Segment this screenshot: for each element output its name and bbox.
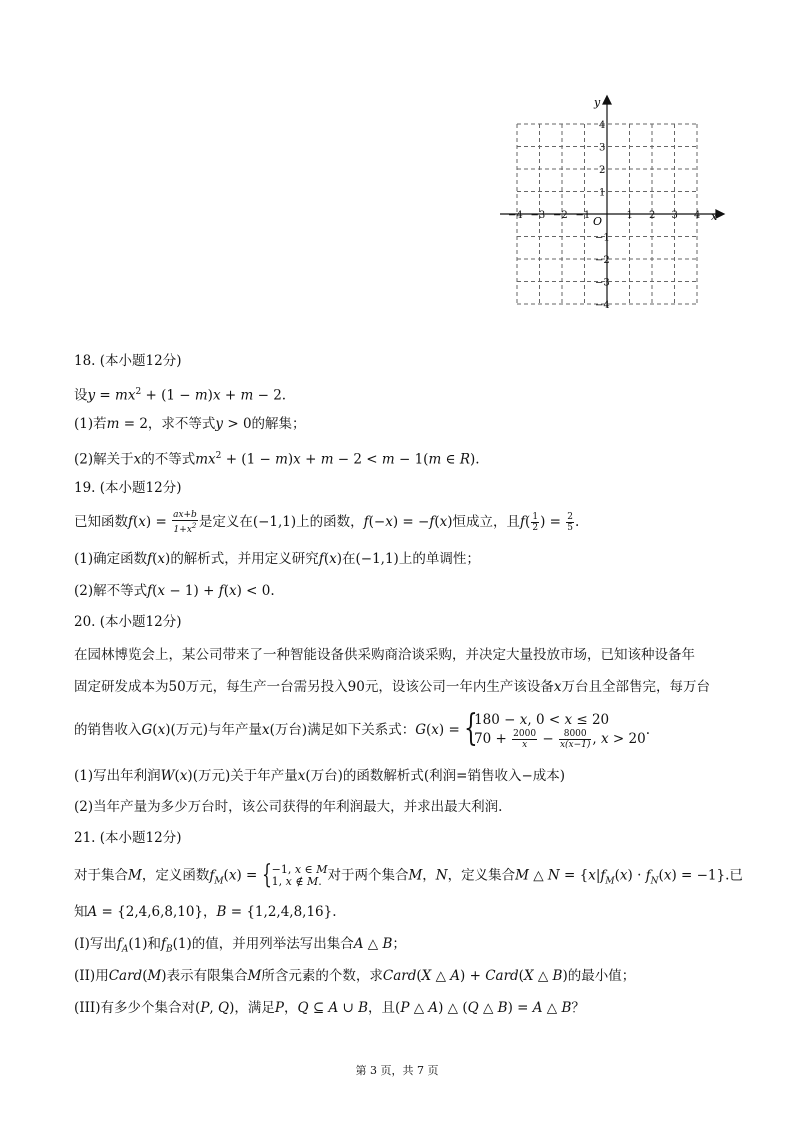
x-tick-label: 2 <box>649 210 656 221</box>
y-tick-label: −3 <box>595 277 610 289</box>
q20-text1: 在园林博览会上，某公司带来了一种智能设备供采购商洽谈采购，并决定大量投放市场，已知该种设备年 <box>74 647 695 663</box>
page-footer: 第 3 页，共 7 页 <box>355 1064 439 1077</box>
x-tick-label: −3 <box>530 210 546 221</box>
x-tick-label: −4 <box>508 210 523 221</box>
q19-intro: 已知函数f(x) = $\frac{ax+b}{1+x^2}$ 是定义在(−1,1)上的函数，f(−x) = −f(x)恒成立，且f( $\frac{1}{2}$ ) = $\frac{2}{5}$ . <box>74 510 580 535</box>
x-axis-label: x <box>711 210 718 223</box>
coordinate-grid <box>496 92 726 312</box>
y-axis-label: y <box>594 96 601 109</box>
q20-header: 20. (本小题12分) <box>74 614 182 630</box>
q20-part2: (2)当年产量为多少万台时，该公司获得的年利润最大，并求出最大利润. <box>74 799 503 815</box>
q19-part2: (2)解不等式f(x − 1) + f(x) < 0. <box>74 583 275 599</box>
y-tick-label: 4 <box>599 120 606 131</box>
q21-part3: (III)有多少个集合对(P, Q)，满足P，Q ⊆ A ∪ B，且(P △ A) △ (Q △ B) = A △ B？ <box>74 1000 585 1016</box>
origin-label: O <box>593 215 603 228</box>
q19-part1: (1)确定函数f(x)的解析式，并用定义研究f(x)在(−1,1)上的单调性； <box>74 551 480 567</box>
y-tick-label: 2 <box>599 165 606 176</box>
q18-intro: 设$y = mx^2 + (1 - m)x + m - 2$. <box>74 387 287 404</box>
q21-header: 21. (本小题12分) <box>74 830 182 846</box>
y-tick-label: −1 <box>595 232 610 244</box>
q18-part2: (2)解关于x的不等式$mx^2 + (1 - m)x + m - 2 < m - 1(m$ ∈ R). <box>74 451 480 468</box>
q21-part1: (I)写出$f_A(1)$和$f_B(1)$的值，并用列举法写出集合A △ B； <box>74 936 406 955</box>
y-tick-label: 3 <box>599 142 606 154</box>
q19-header: 19. (本小题12分) <box>74 480 182 496</box>
q18-part1: (1)若m = 2，求不等式y > 0的解集； <box>74 416 306 432</box>
q21-text1: 对于集合M，定义函数$f_M(x)$ = { −1, x ∈ M 1, x ∉ M. 对于两个集合M，N，定义集合M △ $N = \{x|f_M(x) \cdot f_N(x) = -1\}$.已 <box>74 860 743 890</box>
q21-part2: (II)用Card(M)表示有限集合M所含元素的个数，求Card(X △ A) + Card(X △ B)的最小值； <box>74 968 636 984</box>
q20-text2: 固定研发成本为50万元，每生产一台需另投入90元，设该公司一年内生产该设备x万台且全部售完，每万台 <box>74 679 710 695</box>
y-tick-label: −4 <box>595 300 610 311</box>
q20-text3: 的销售收入G(x)(万元)与年产量x(万台)满足如下关系式：G(x) = { 180 − x, 0 < x ≤ 20 70 + $\frac{2000}{x}$ − $\frac{8000}{x(x-1)}$ , x > 20 . <box>74 708 651 750</box>
q18-header: 18. (本小题12分) <box>74 353 182 369</box>
y-tick-label: −2 <box>595 255 610 266</box>
x-tick-label: 1 <box>626 210 633 221</box>
q20-part1: (1)写出年利润W(x)(万元)关于年产量x(万台)的函数解析式(利润=销售收入−成本) <box>74 768 566 784</box>
q21-text2: 知A = {2,4,6,8,10}，B = {1,2,4,8,16}. <box>74 904 337 920</box>
y-axis-arrow <box>603 96 611 104</box>
y-tick-label: 1 <box>599 187 606 199</box>
x-tick-label: 4 <box>694 210 701 221</box>
x-tick-label: −1 <box>575 210 591 221</box>
x-tick-label: 3 <box>671 210 678 221</box>
x-tick-label: −2 <box>553 210 568 221</box>
